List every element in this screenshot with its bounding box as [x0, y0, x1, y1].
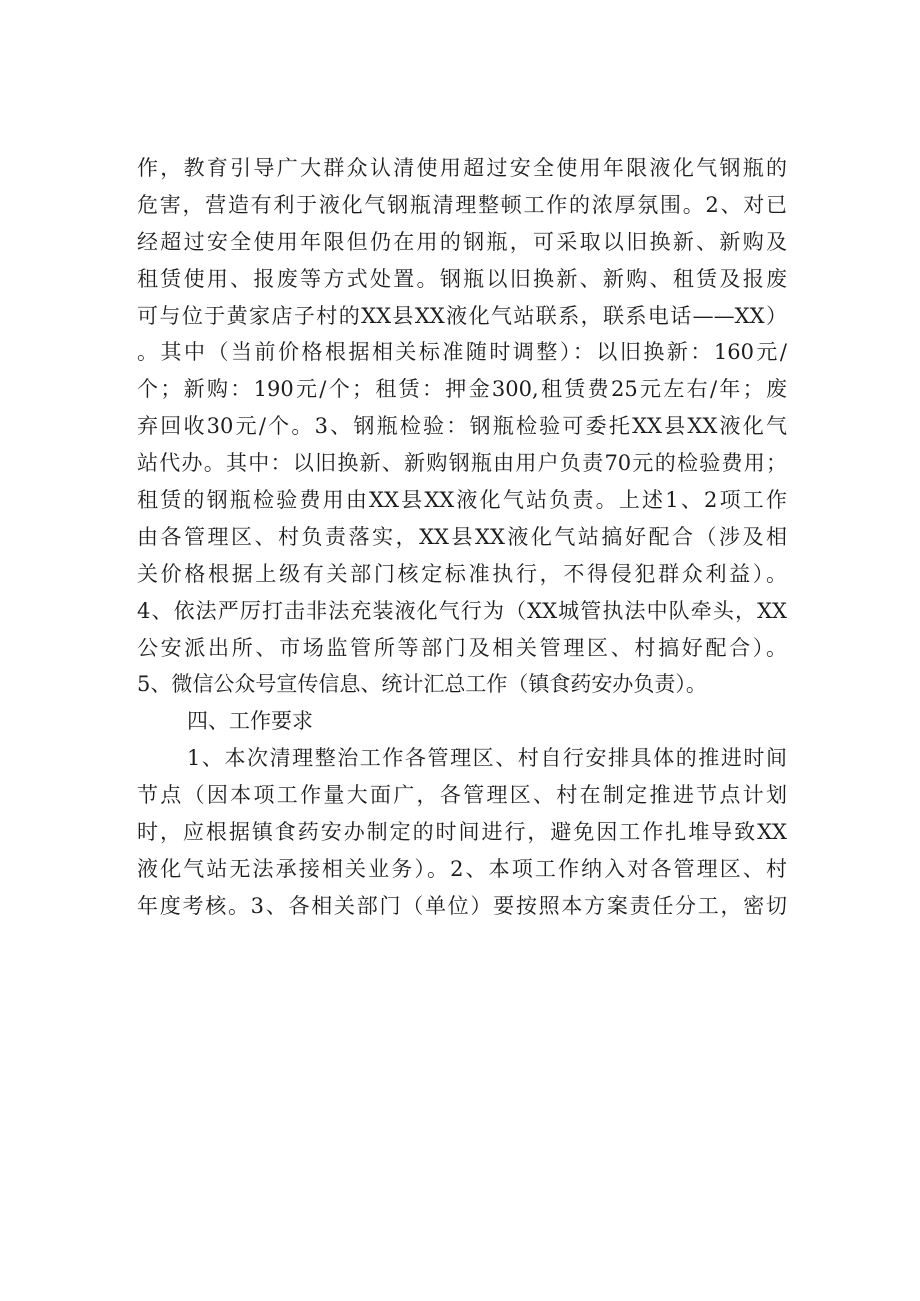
- text-line: 经超过安全使用年限但仍在用的钢瓶，可采取以旧换新、新购及: [137, 229, 787, 254]
- text-line: 作，教育引导广大群众认清使用超过安全使用年限液化气钢瓶的: [137, 156, 787, 180]
- text-line: 由各管理区、村负责落实，XX县XX液化气站搞好配合（涉及相: [137, 524, 787, 549]
- text-line: 节点（因本项工作量大面广，各管理区、村在制定推进节点计划: [137, 783, 787, 808]
- text-line: 站代办。其中：以旧换新、新购钢瓶由用户负责70元的检验费用；: [137, 451, 787, 476]
- text-line: 租赁的钢瓶检验费用由XX县XX液化气站负责。上述1、2项工作: [137, 488, 787, 513]
- text-line: 危害，营造有利于液化气钢瓶清理整顿工作的浓厚氛围。2、对已: [137, 192, 787, 217]
- text-line: 4、依法严厉打击非法充装液化气行为（XX城管执法中队牵头，XX: [137, 598, 787, 623]
- text-line: 年度考核。3、各相关部门（单位）要按照本方案责任分工，密切: [137, 893, 787, 918]
- text-line: 1、本次清理整治工作各管理区、村自行安排具体的推进时间: [187, 746, 787, 771]
- text-line: 可与位于黄家店子村的XX县XX液化气站联系，联系电话——XX）: [137, 303, 787, 328]
- text-line: 个；新购：190元/个；租赁：押金300,租赁费25元左右/年；废: [137, 377, 787, 402]
- text-line: 液化气站无法承接相关业务）。2、本项工作纳入对各管理区、村: [137, 856, 787, 881]
- text-line: 公安派出所、市场监管所等部门及相关管理区、村搞好配合）。: [137, 635, 787, 660]
- text-line: 租赁使用、报废等方式处置。钢瓶以旧换新、新购、租赁及报废: [137, 266, 787, 291]
- text-line: 时，应根据镇食药安办制定的时间进行，避免因工作扎堆导致XX: [137, 820, 787, 845]
- document-body: [137, 150, 787, 925]
- text-line: 弃回收30元/个。3、钢瓶检验：钢瓶检验可委托XX县XX液化气: [137, 414, 787, 439]
- text-line: 关价格根据上级有关部门核定标准执行，不得侵犯群众利益）。: [137, 561, 787, 586]
- text-line: 5、微信公众号宣传信息、统计汇总工作（镇食药安办负责）。: [137, 672, 707, 697]
- text-line: 。其中（当前价格根据相关标准随时调整）：以旧换新：160元/: [137, 340, 787, 365]
- section-heading: 四、工作要求: [187, 709, 313, 734]
